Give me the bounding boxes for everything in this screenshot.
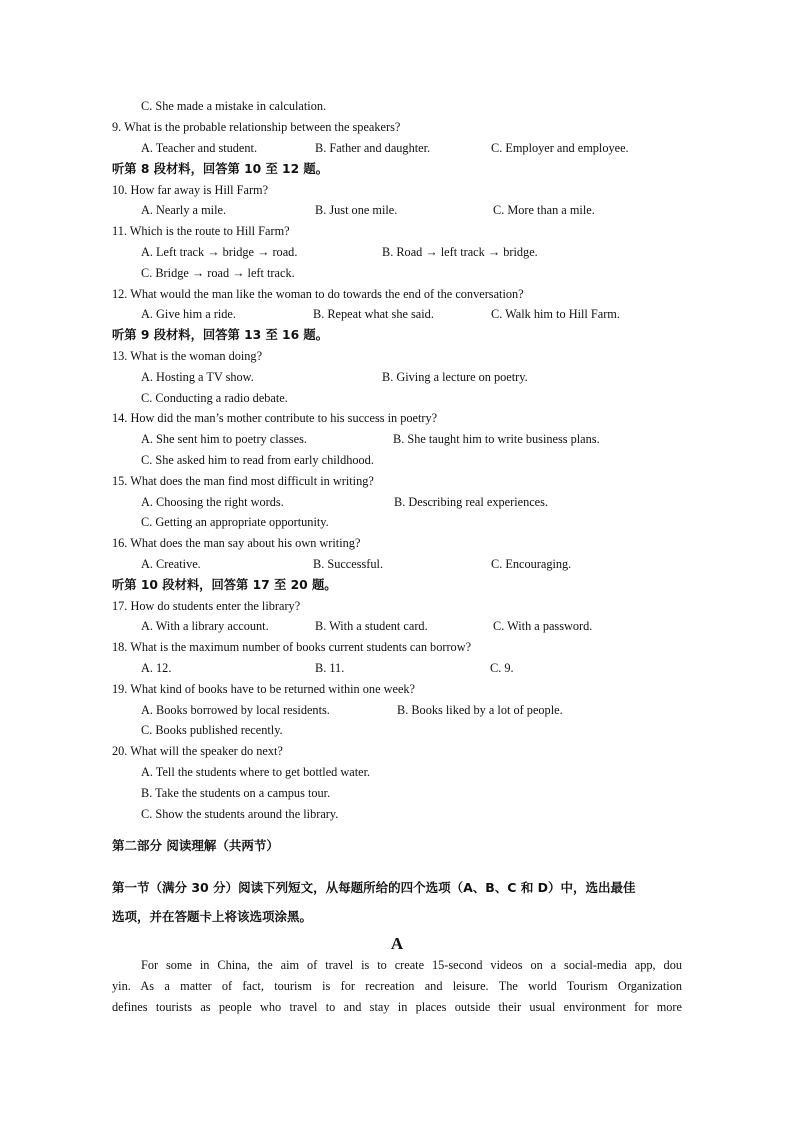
q14-option-b: B. She taught him to write business plans. <box>393 432 600 446</box>
q18-option-a: A. 12. <box>141 661 172 675</box>
q14-stem: 14. How did the man’s mother contribute to his success in poetry? <box>112 411 438 425</box>
passage-line-2: yin. As a matter of fact, tourism is for recreation and leisure. The world Tourism Organization <box>112 979 682 993</box>
q11-option-b: B. Road → left track → bridge. <box>382 245 538 259</box>
q10-option-b: B. Just one mile. <box>315 203 398 217</box>
q18-stem: 18. What is the maximum number of books current students can borrow? <box>112 640 472 654</box>
q11-option-c: C. Bridge → road → left track. <box>141 266 295 280</box>
q12-option-a: A. Give him a ride. <box>141 307 236 321</box>
line-q8-c: C. She made a mistake in calculation. <box>141 99 327 113</box>
q11-option-a: A. Left track → bridge → road. <box>141 245 298 259</box>
part-two-heading: 第二部分 阅读理解（共两节） <box>112 838 279 853</box>
q12-stem: 12. What would the man like the woman to do towards the end of the conversation? <box>112 287 524 301</box>
q19-option-a: A. Books borrowed by local residents. <box>141 703 330 717</box>
q10-option-a: A. Nearly a mile. <box>141 203 227 217</box>
q19-option-b: B. Books liked by a lot of people. <box>397 703 563 717</box>
q17-option-c: C. With a password. <box>493 619 593 633</box>
q20-option-a: A. Tell the students where to get bottled water. <box>141 765 371 779</box>
section-heading-8: 听第 8 段材料，回答第 10 至 12 题。 <box>112 162 329 176</box>
q9-option-b: B. Father and daughter. <box>315 141 431 155</box>
q19-stem: 19. What kind of books have to be returned within one week? <box>112 682 416 696</box>
section-heading-9: 听第 9 段材料，回答第 13 至 16 题。 <box>112 328 329 342</box>
q11-stem: 11. Which is the route to Hill Farm? <box>112 224 290 238</box>
q19-option-c: C. Books published recently. <box>141 723 283 737</box>
q9-stem: 9. What is the probable relationship between the speakers? <box>112 120 401 134</box>
q20-option-c: C. Show the students around the library. <box>141 807 339 821</box>
passage-title: A <box>390 934 404 953</box>
q13-option-b: B. Giving a lecture on poetry. <box>382 370 528 384</box>
q12-option-b: B. Repeat what she said. <box>313 307 434 321</box>
q13-option-a: A. Hosting a TV show. <box>141 370 254 384</box>
q9-option-a: A. Teacher and student. <box>141 141 258 155</box>
q14-option-c: C. She asked him to read from early childhood. <box>141 453 374 467</box>
q15-option-a: A. Choosing the right words. <box>141 495 284 509</box>
q20-option-b: B. Take the students on a campus tour. <box>141 786 331 800</box>
passage-line-3: defines tourists as people who travel to and stay in places outside their usual environment for more <box>112 1000 682 1014</box>
q18-option-b: B. 11. <box>315 661 345 675</box>
q18-option-c: C. 9. <box>490 661 514 675</box>
q13-stem: 13. What is the woman doing? <box>112 349 263 363</box>
q13-option-c: C. Conducting a radio debate. <box>141 391 288 405</box>
q17-option-b: B. With a student card. <box>315 619 428 633</box>
q16-stem: 16. What does the man say about his own writing? <box>112 536 361 550</box>
q17-option-a: A. With a library account. <box>141 619 269 633</box>
q10-option-c: C. More than a mile. <box>493 203 595 217</box>
q15-stem: 15. What does the man find most difficult in writing? <box>112 474 374 488</box>
section-one-instruction-line2: 选项，并在答题卡上将该选项涂黑。 <box>112 909 313 924</box>
q14-option-a: A. She sent him to poetry classes. <box>141 432 307 446</box>
q10-stem: 10. How far away is Hill Farm? <box>112 183 269 197</box>
section-heading-10: 听第 10 段材料，回答第 17 至 20 题。 <box>112 578 337 592</box>
q17-stem: 17. How do students enter the library? <box>112 599 301 613</box>
q15-option-c: C. Getting an appropriate opportunity. <box>141 515 329 529</box>
q16-option-a: A. Creative. <box>141 557 201 571</box>
q16-option-c: C. Encouraging. <box>491 557 572 571</box>
q20-stem: 20. What will the speaker do next? <box>112 744 283 758</box>
q15-option-b: B. Describing real experiences. <box>394 495 548 509</box>
passage-line-1: For some in China, the aim of travel is to create 15-second videos on a social-media app, dou <box>141 958 682 972</box>
q9-option-c: C. Employer and employee. <box>491 141 629 155</box>
section-one-instruction-line1: 第一节（满分 30 分）阅读下列短文，从每题所给的四个选项（A、B、C 和 D）中，选出最佳 <box>112 880 636 895</box>
q12-option-c: C. Walk him to Hill Farm. <box>491 307 620 321</box>
q16-option-b: B. Successful. <box>313 557 384 571</box>
